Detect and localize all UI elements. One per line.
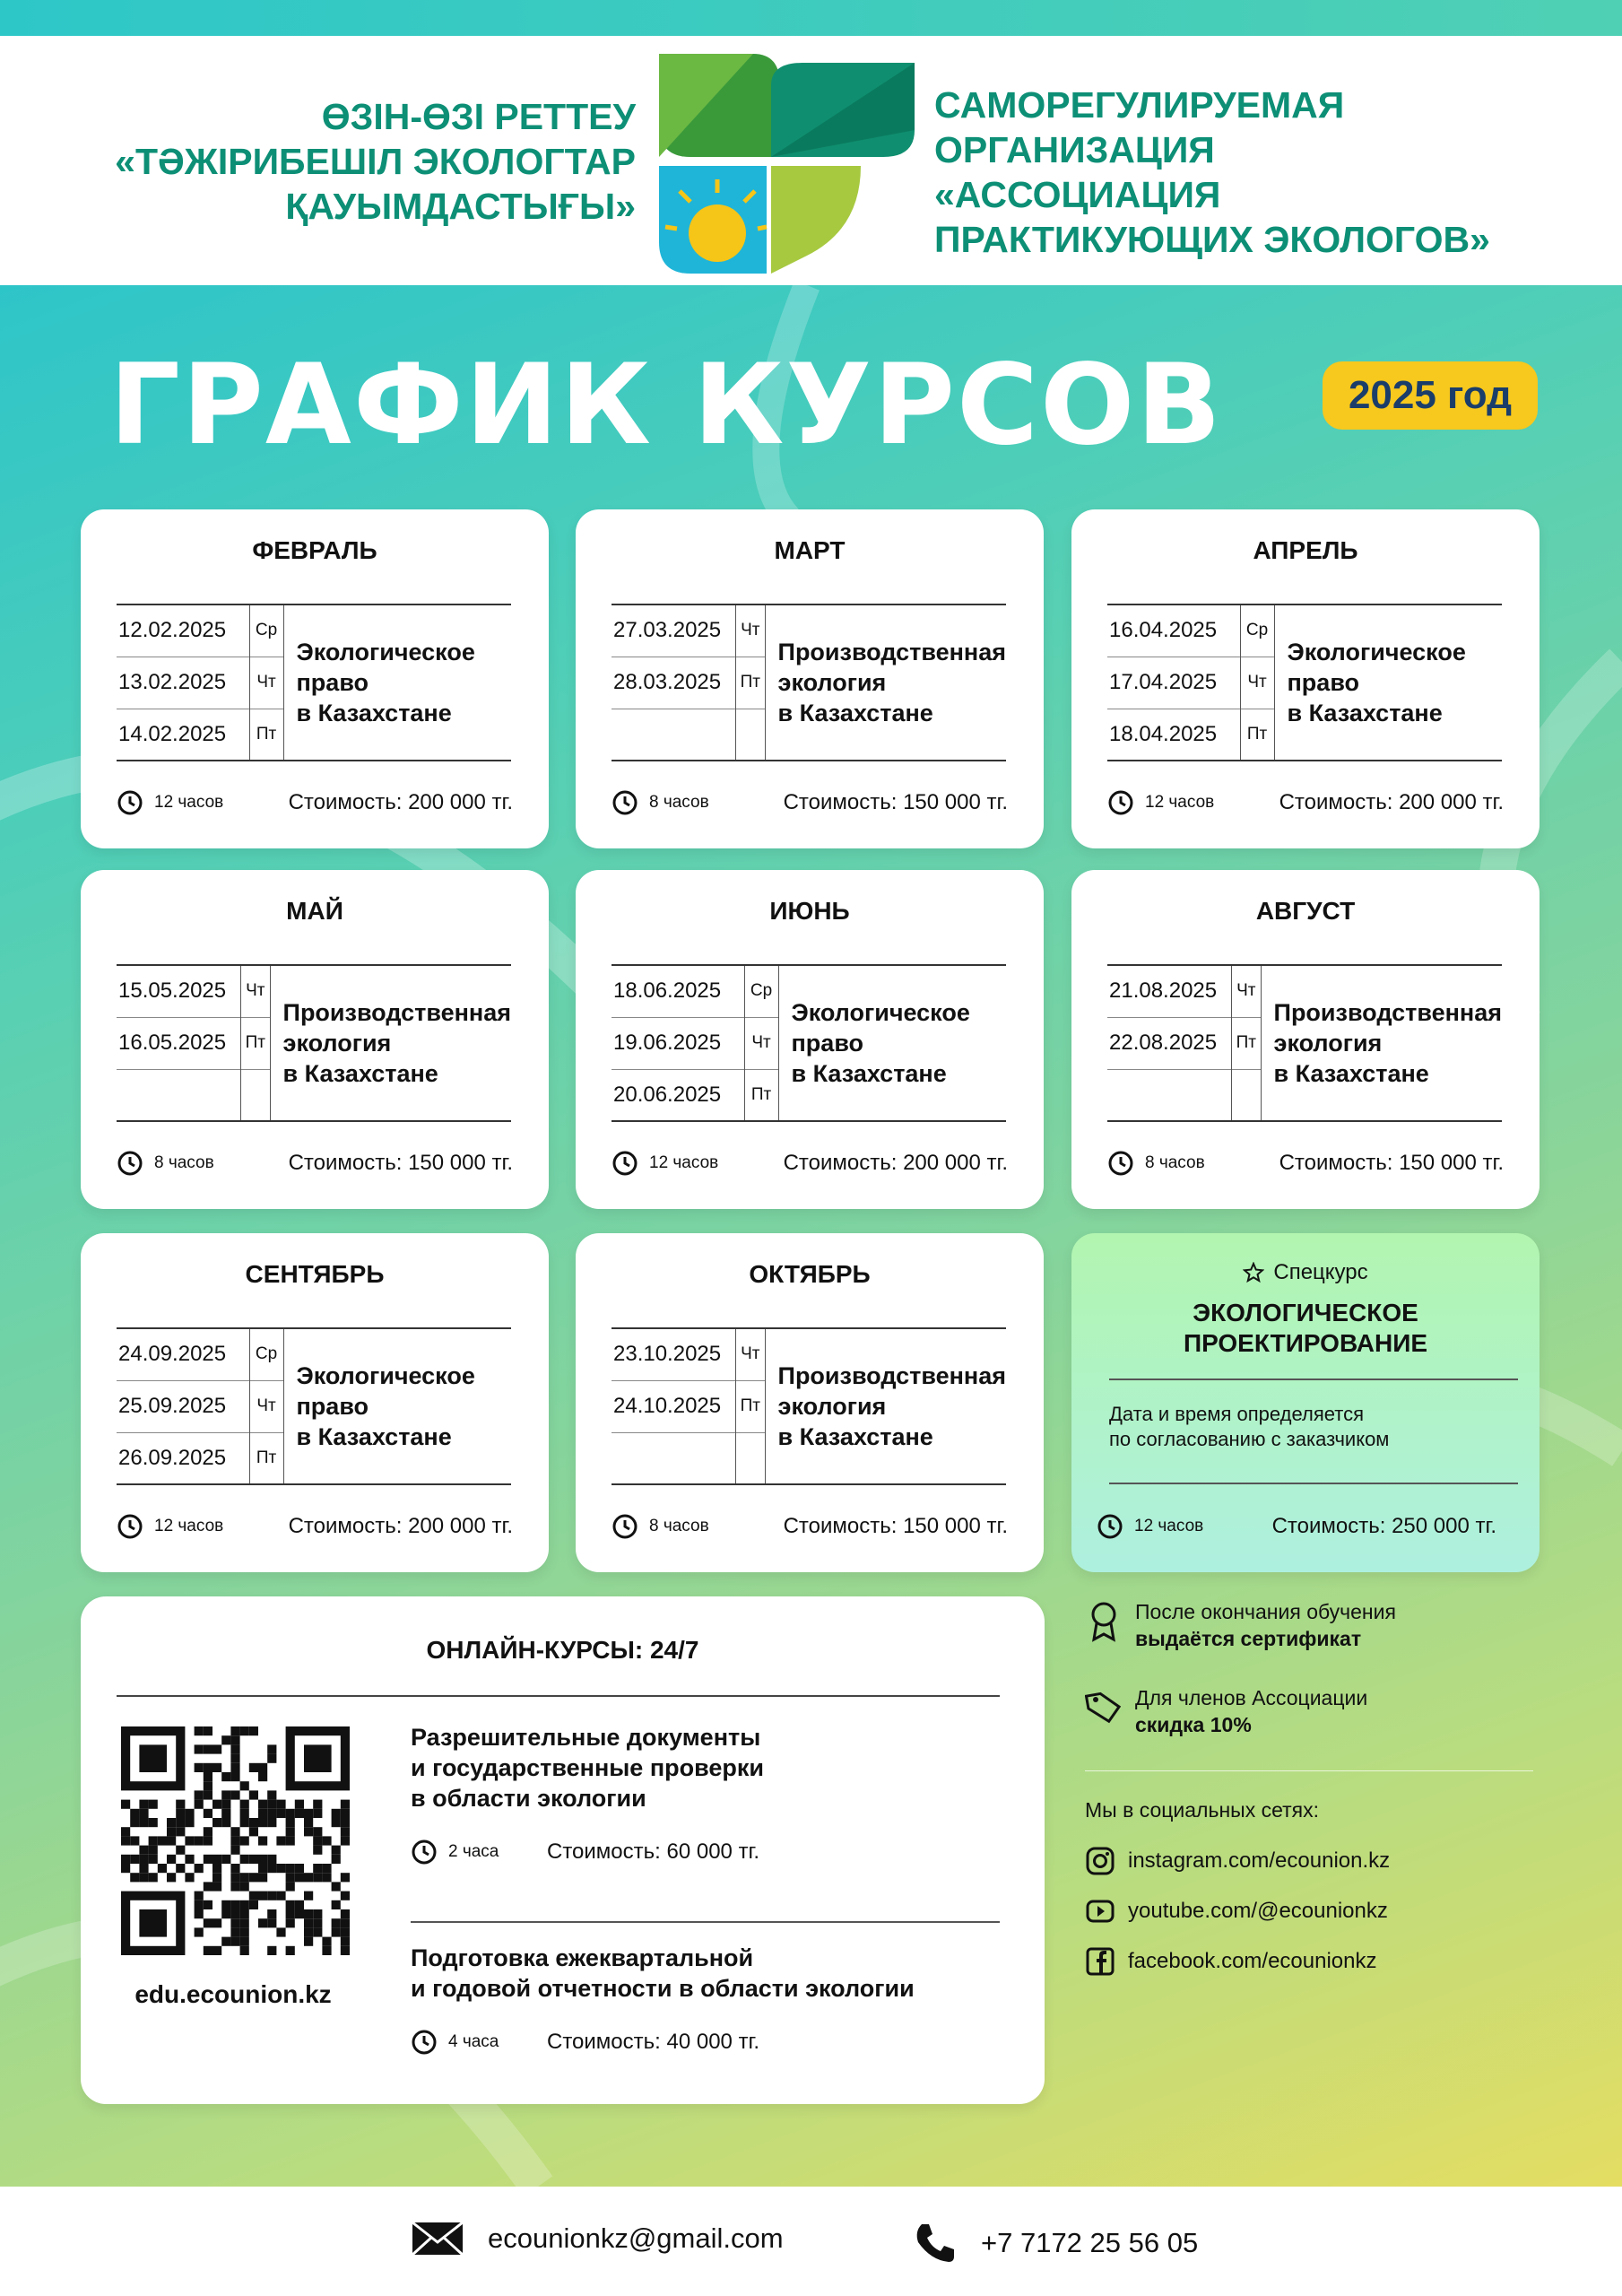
course-title	[283, 1328, 511, 1484]
course-card	[81, 870, 549, 1209]
special-note	[1109, 1402, 1389, 1452]
course-date: 14.02.2025	[117, 709, 249, 761]
divider	[1109, 1378, 1518, 1380]
course-cost: Стоимость: 150 000 тг.	[288, 1151, 513, 1175]
course-weekday: Чт	[744, 1017, 778, 1069]
course-title-line: в Казахстане	[1273, 1060, 1429, 1087]
special-course-card	[1071, 1233, 1540, 1572]
course-weekday: Пт	[736, 657, 766, 709]
course-title-line: право	[1287, 669, 1360, 696]
course-title-line: право	[296, 1393, 369, 1420]
online-course-2-footer	[411, 2029, 984, 2056]
clock-icon	[1107, 1150, 1134, 1177]
course-card	[1071, 509, 1540, 848]
course-date: 27.03.2025	[612, 604, 736, 657]
course-date: 19.06.2025	[612, 1017, 744, 1069]
course-title	[1274, 604, 1502, 761]
online-course-1-title-line-1: Разрешительные документы	[411, 1724, 761, 1751]
divider	[1109, 1483, 1518, 1484]
schedule-table	[612, 964, 1006, 1122]
divider	[411, 1921, 1000, 1923]
clock-icon	[1097, 1513, 1123, 1540]
course-card	[576, 870, 1044, 1209]
course-card	[1071, 870, 1540, 1209]
schedule-table	[1107, 964, 1502, 1122]
online-course-1-footer	[411, 1839, 984, 1866]
clock-icon	[612, 1513, 638, 1540]
course-hours: 8 часов	[154, 1153, 214, 1172]
special-title-line-1: ЭКОЛОГИЧЕСКОЕ	[1193, 1299, 1418, 1326]
header-left-line-2: «ТӘЖІРИБЕШІЛ ЭКОЛОГТАР	[115, 141, 636, 182]
header	[0, 36, 1622, 285]
card-footer	[1107, 1150, 1504, 1177]
course-hours: 8 часов	[649, 1517, 709, 1535]
discount-text: Для членов Ассоциации	[1135, 1686, 1368, 1709]
course-hours: 8 часов	[1145, 1153, 1205, 1172]
card-footer	[612, 789, 1008, 816]
course-title-line: в Казахстане	[777, 1423, 933, 1450]
course-weekday: Пт	[249, 709, 283, 761]
card-footer	[117, 1150, 513, 1177]
course-title-line: право	[791, 1030, 864, 1057]
course-title-line: Производственная	[282, 999, 511, 1026]
month-title: МАЙ	[286, 897, 343, 925]
course-date: 21.08.2025	[1107, 965, 1232, 1017]
special-note-line-1: Дата и время определяется	[1109, 1403, 1365, 1425]
special-title-line-2: ПРОЕКТИРОВАНИЕ	[1183, 1329, 1428, 1357]
schedule-table	[117, 1327, 511, 1485]
clock-icon	[117, 1513, 143, 1540]
special-note-line-2: по согласованию с заказчиком	[1109, 1428, 1390, 1450]
course-cost: Стоимость: 200 000 тг.	[783, 1151, 1008, 1175]
email-contact[interactable]	[411, 2221, 784, 2257]
course-card	[576, 1233, 1044, 1572]
course-card	[81, 509, 549, 848]
course-weekday	[736, 1432, 766, 1484]
certificate-text: После окончания обучения	[1135, 1600, 1396, 1623]
card-footer	[612, 1513, 1008, 1540]
online-course-2-title-line-1: Подготовка ежеквартальной	[411, 1944, 754, 1971]
schedule-table	[117, 604, 511, 761]
course-hours: 12 часов	[154, 1517, 224, 1535]
course-title-line: в Казахстане	[777, 700, 933, 726]
email-address[interactable]: ecounionkz@gmail.com	[488, 2222, 784, 2254]
course-cost: Стоимость: 40 000 тг.	[547, 2030, 760, 2054]
course-date: 28.03.2025	[612, 657, 736, 709]
course-weekday: Пт	[1240, 709, 1274, 761]
course-cost: Стоимость: 200 000 тг.	[288, 1514, 513, 1538]
header-russian-name	[934, 83, 1622, 262]
association-logo-icon	[655, 49, 915, 274]
certificate-bold-text: выдаётся сертификат	[1135, 1627, 1362, 1650]
course-date: 24.10.2025	[612, 1380, 736, 1432]
header-kazakh-name	[115, 94, 636, 229]
course-title-line: право	[296, 669, 369, 696]
course-weekday: Пт	[1232, 1017, 1262, 1069]
clock-icon	[411, 2029, 438, 2056]
year-badge: 2025 год	[1323, 361, 1538, 430]
divider	[1085, 1770, 1533, 1771]
course-date	[612, 1432, 736, 1484]
course-title	[765, 604, 1006, 761]
course-cost: Стоимость: 250 000 тг.	[1271, 1514, 1496, 1538]
course-weekday	[1232, 1069, 1262, 1121]
special-label-text: Спецкурс	[1273, 1260, 1368, 1284]
star-icon	[1243, 1262, 1264, 1283]
course-weekday: Чт	[249, 657, 283, 709]
social-facebook-link[interactable]	[1085, 1946, 1542, 1977]
facebook-url[interactable]: facebook.com/ecounionkz	[1128, 1949, 1377, 1973]
course-title-line: Экологическое	[791, 999, 970, 1026]
course-cost: Стоимость: 200 000 тг.	[1279, 790, 1504, 814]
youtube-url[interactable]: youtube.com/@ecounionkz	[1128, 1899, 1388, 1923]
envelope-icon	[411, 2221, 464, 2257]
page-title: ГРАФИК КУРСОВ	[109, 341, 1223, 470]
clock-icon	[1107, 789, 1134, 816]
header-left-line-1: ӨЗІН-ӨЗІ РЕТТЕУ	[321, 96, 636, 137]
top-strip	[0, 0, 1622, 36]
course-weekday: Чт	[1232, 965, 1262, 1017]
month-title: АПРЕЛЬ	[1253, 536, 1358, 564]
course-title-line: в Казахстане	[296, 700, 452, 726]
online-url[interactable]: edu.ecounion.kz	[134, 1980, 332, 2008]
month-title: АВГУСТ	[1255, 897, 1356, 925]
clock-icon	[411, 1839, 438, 1866]
month-title: ИЮНЬ	[769, 897, 850, 925]
card-footer	[1097, 1513, 1496, 1540]
course-weekday: Чт	[736, 1328, 766, 1380]
course-title-line: в Казахстане	[1287, 700, 1443, 726]
schedule-table	[117, 964, 511, 1122]
course-date: 16.04.2025	[1107, 604, 1240, 657]
course-title-line: Производственная	[777, 1362, 1006, 1389]
phone-icon	[913, 2221, 958, 2266]
course-weekday	[736, 709, 766, 761]
course-date: 24.09.2025	[117, 1328, 249, 1380]
course-title-line: экология	[777, 1393, 887, 1420]
header-right-line-1: САМОРЕГУЛИРУЕМАЯ ОРГАНИЗАЦИЯ	[934, 84, 1345, 170]
online-course-2	[411, 1943, 984, 2056]
course-weekday: Ср	[1240, 604, 1274, 657]
course-hours: 12 часов	[1134, 1517, 1204, 1535]
certificate-perk	[1085, 1598, 1542, 1652]
course-title-line: экология	[777, 669, 887, 696]
social-title: Мы в социальных сетях:	[1085, 1798, 1319, 1822]
course-weekday: Ср	[249, 604, 283, 657]
price-tag-icon	[1085, 1686, 1123, 1729]
footer	[0, 2187, 1622, 2296]
info-sidebar	[1085, 1598, 1542, 1996]
course-title-line: Производственная	[777, 639, 1006, 665]
online-course-1-title	[411, 1722, 984, 1813]
discount-perk	[1085, 1684, 1542, 1738]
course-card	[81, 1233, 549, 1572]
month-title: МАРТ	[774, 536, 846, 564]
course-title-line: Экологическое	[296, 1362, 475, 1389]
course-cost: Стоимость: 200 000 тг.	[288, 790, 513, 814]
header-left-line-3: ҚАУЫМДАСТЫҒЫ»	[285, 186, 636, 227]
instagram-icon	[1085, 1846, 1115, 1876]
course-hours: 2 часа	[448, 1842, 499, 1861]
clock-icon	[612, 1150, 638, 1177]
course-cost: Стоимость: 60 000 тг.	[547, 1839, 760, 1864]
course-date	[612, 709, 736, 761]
phone-contact[interactable]	[913, 2221, 1198, 2266]
course-title-line: Экологическое	[1287, 639, 1466, 665]
course-title	[283, 604, 511, 761]
course-date: 15.05.2025	[117, 965, 241, 1017]
clock-icon	[117, 1150, 143, 1177]
qr-code[interactable]	[121, 1726, 350, 1955]
course-cost: Стоимость: 150 000 тг.	[1279, 1151, 1504, 1175]
month-title: ОКТЯБРЬ	[749, 1260, 871, 1288]
course-title-line: экология	[282, 1030, 392, 1057]
youtube-icon	[1085, 1896, 1115, 1926]
online-course-1	[411, 1722, 984, 1866]
course-hours: 12 часов	[649, 1153, 719, 1172]
facebook-icon	[1085, 1946, 1115, 1977]
month-title: СЕНТЯБРЬ	[245, 1260, 385, 1288]
online-course-2-title	[411, 1943, 984, 2004]
course-date: 25.09.2025	[117, 1380, 249, 1432]
header-right-line-2: «АССОЦИАЦИЯ	[934, 174, 1221, 215]
course-weekday: Чт	[249, 1380, 283, 1432]
clock-icon	[612, 789, 638, 816]
schedule-table	[612, 1327, 1006, 1485]
phone-number[interactable]: +7 7172 25 56 05	[981, 2227, 1199, 2258]
course-hours: 12 часов	[1145, 793, 1215, 812]
online-course-1-title-line-2: и государственные проверки	[411, 1754, 764, 1781]
course-title-line: в Казахстане	[296, 1423, 452, 1450]
course-weekday: Пт	[249, 1432, 283, 1484]
course-title-line: Производственная	[1273, 999, 1502, 1026]
social-youtube-link[interactable]	[1085, 1896, 1542, 1926]
course-weekday	[241, 1069, 271, 1121]
course-title	[778, 965, 1006, 1121]
course-weekday: Чт	[241, 965, 271, 1017]
special-label	[1071, 1260, 1540, 1285]
course-hours: 4 часа	[448, 2032, 499, 2051]
course-date	[1107, 1069, 1232, 1121]
schedule-area	[0, 285, 1622, 2187]
course-weekday: Пт	[241, 1017, 271, 1069]
course-weekday: Чт	[1240, 657, 1274, 709]
course-title-line: Экологическое	[296, 639, 475, 665]
card-footer	[612, 1150, 1008, 1177]
course-cost: Стоимость: 150 000 тг.	[783, 790, 1008, 814]
online-course-1-title-line-3: в области экологии	[411, 1785, 646, 1812]
course-date: 16.05.2025	[117, 1017, 241, 1069]
header-right-line-3: ПРАКТИКУЮЩИХ ЭКОЛОГОВ»	[934, 219, 1490, 260]
card-footer	[117, 1513, 513, 1540]
online-courses-card	[81, 1596, 1045, 2104]
special-title	[1071, 1298, 1540, 1359]
social-instagram-link[interactable]	[1085, 1846, 1542, 1876]
course-title-line: в Казахстане	[791, 1060, 947, 1087]
card-footer	[117, 789, 513, 816]
course-title	[270, 965, 511, 1121]
course-date: 18.06.2025	[612, 965, 744, 1017]
course-date: 26.09.2025	[117, 1432, 249, 1484]
course-date: 20.06.2025	[612, 1069, 744, 1121]
course-weekday: Пт	[736, 1380, 766, 1432]
course-hours: 8 часов	[649, 793, 709, 812]
course-hours: 12 часов	[154, 793, 224, 812]
course-date: 12.02.2025	[117, 604, 249, 657]
clock-icon	[117, 789, 143, 816]
schedule-table	[1107, 604, 1502, 761]
course-date	[117, 1069, 241, 1121]
course-date: 23.10.2025	[612, 1328, 736, 1380]
course-title-line: экология	[1273, 1030, 1383, 1057]
month-title: ФЕВРАЛЬ	[252, 536, 377, 564]
course-weekday: Чт	[736, 604, 766, 657]
online-course-2-title-line-2: и годовой отчетности в области экологии	[411, 1975, 915, 2002]
course-title	[1261, 965, 1502, 1121]
online-title: ОНЛАЙН-КУРСЫ: 24/7	[426, 1636, 699, 1664]
divider	[117, 1695, 1000, 1697]
course-date: 18.04.2025	[1107, 709, 1240, 761]
course-title	[765, 1328, 1006, 1484]
award-ribbon-icon	[1085, 1600, 1123, 1643]
course-date: 13.02.2025	[117, 657, 249, 709]
instagram-url[interactable]: instagram.com/ecounion.kz	[1128, 1848, 1391, 1873]
course-weekday: Ср	[744, 965, 778, 1017]
discount-bold-text: скидка 10%	[1135, 1713, 1252, 1736]
course-date: 17.04.2025	[1107, 657, 1240, 709]
course-cost: Стоимость: 150 000 тг.	[783, 1514, 1008, 1538]
course-weekday: Пт	[744, 1069, 778, 1121]
course-card	[576, 509, 1044, 848]
course-title-line: в Казахстане	[282, 1060, 438, 1087]
card-footer	[1107, 789, 1504, 816]
course-date: 22.08.2025	[1107, 1017, 1232, 1069]
course-weekday: Ср	[249, 1328, 283, 1380]
schedule-table	[612, 604, 1006, 761]
